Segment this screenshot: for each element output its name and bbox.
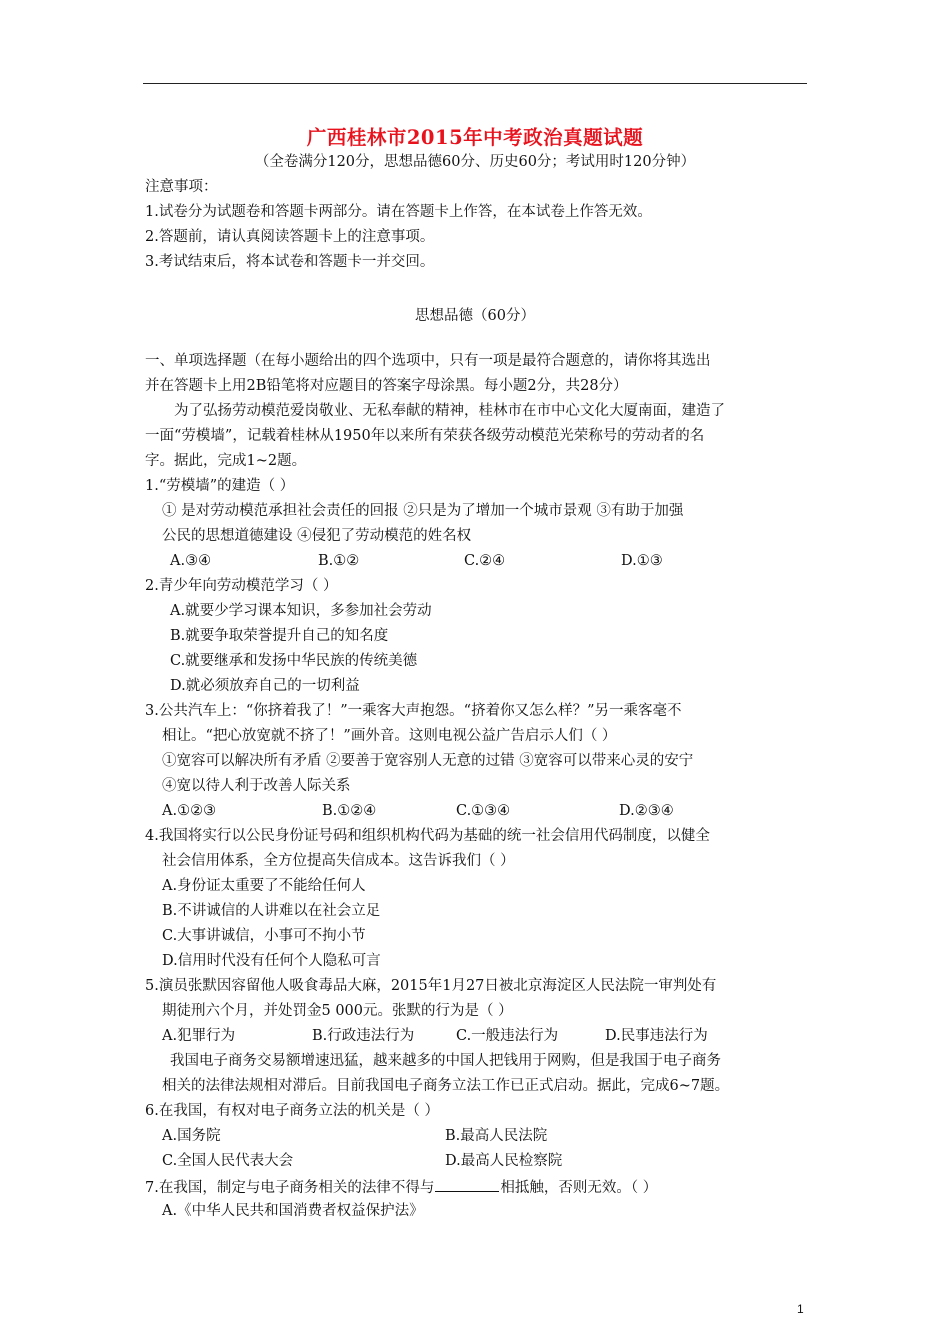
question-6-option-b: B.最高人民法院 xyxy=(445,1128,548,1144)
answer-blank xyxy=(435,1177,499,1192)
question-4-option-b: B.不讲诚信的人讲难以在社会立足 xyxy=(162,903,381,919)
material-line: 一面“劳模墙”，记载着桂林从1950年以来所有荣获各级劳动模范光荣称号的劳动者的名 xyxy=(145,428,705,444)
question-3-option-a: A.①②③ xyxy=(162,803,217,819)
question-1-stem: 1.“劳模墙”的建造（ ） xyxy=(145,478,295,494)
question-5-option-c: C.一般违法行为 xyxy=(456,1028,559,1044)
page-number: 1 xyxy=(797,1302,804,1316)
notice-item: 2.答题前，请认真阅读答题卡上的注意事项。 xyxy=(145,229,435,245)
notice-item: 3.考试结束后，将本试卷和答题卡一并交回。 xyxy=(145,254,435,270)
question-5-stem: 5.演员张默因容留他人吸食毒品大麻，2015年1月27日被北京海淀区人民法院一审判处有 xyxy=(145,978,717,994)
header-rule xyxy=(143,83,807,84)
question-4-option-a: A.身份证太重要了不能给任何人 xyxy=(162,878,366,894)
material-line: 字。据此，完成1~2题。 xyxy=(145,453,307,469)
question-3-statement: ④宽以待人利于改善人际关系 xyxy=(162,778,351,794)
question-3-option-d: D.②③④ xyxy=(619,803,674,819)
question-7-stem-after: 相抵触，否则无效。（ ） xyxy=(500,1180,658,1196)
document-subtitle: （全卷满分120分，思想品德60分、历史60分；考试用时120分钟） xyxy=(254,154,696,170)
question-1-option-a: A.③④ xyxy=(170,553,212,569)
question-3-statement: ①宽容可以解决所有矛盾 ②要善于宽容别人无意的过错 ③宽容可以带来心灵的安宁 xyxy=(162,753,694,769)
question-2-option-c: C.就要继承和发扬中华民族的传统美德 xyxy=(170,653,418,669)
question-6-option-c: C.全国人民代表大会 xyxy=(162,1153,294,1169)
question-2-option-a: A.就要少学习课本知识，多参加社会劳动 xyxy=(170,603,432,619)
question-1-option-c: C.②④ xyxy=(464,553,506,569)
material-line: 相关的法律法规相对滞后。目前我国电子商务立法工作已正式启动。据此，完成6~7题。 xyxy=(162,1078,730,1094)
question-6-option-a: A.国务院 xyxy=(162,1128,221,1144)
question-7-stem xyxy=(145,1177,657,1197)
part1-intro: 一、单项选择题（在每小题给出的四个选项中，只有一项是最符合题意的，请你将其选出 xyxy=(145,353,711,369)
document-title: 广西桂林市2015年中考政治真题试题 xyxy=(306,126,644,149)
question-2-option-b: B.就要争取荣誉提升自己的知名度 xyxy=(170,628,389,644)
part1-intro: 并在答题卡上用2B铅笔将对应题目的答案字母涂黑。每小题2分，共28分） xyxy=(145,378,628,394)
notice-item: 1.试卷分为试题卷和答题卡两部分。请在答题卡上作答，在本试卷上作答无效。 xyxy=(145,204,652,220)
question-1-statement: 公民的思想道德建设 ④侵犯了劳动模范的姓名权 xyxy=(162,528,472,544)
question-7-option-a: A.《中华人民共和国消费者权益保护法》 xyxy=(162,1203,424,1219)
question-3-option-b: B.①②④ xyxy=(322,803,377,819)
question-6-option-d: D.最高人民检察院 xyxy=(445,1153,563,1169)
question-1-option-d: D.①③ xyxy=(621,553,663,569)
question-5-option-b: B.行政违法行为 xyxy=(312,1028,415,1044)
question-1-option-b: B.①② xyxy=(318,553,360,569)
question-2-option-d: D.就必须放弃自己的一切利益 xyxy=(170,678,360,694)
section-title: 思想品德（60分） xyxy=(415,308,535,324)
question-3-stem: 3.公共汽车上：“你挤着我了！”一乘客大声抱怨。“挤着你又怎么样？”另一乘客毫不 xyxy=(145,703,682,719)
material-line: 为了弘扬劳动模范爱岗敬业、无私奉献的精神，桂林市在市中心文化大厦南面，建造了 xyxy=(174,403,725,419)
question-3-stem: 相让。“把心放宽就不挤了！”画外音。这则电视公益广告启示人们（ ） xyxy=(162,728,617,744)
question-4-stem: 社会信用体系，全方位提高失信成本。这告诉我们（ ） xyxy=(162,853,515,869)
question-2-stem: 2.青少年向劳动模范学习（ ） xyxy=(145,578,338,594)
question-1-statement: ① 是对劳动模范承担社会责任的回报 ②只是为了增加一个城市景观 ③有助于加强 xyxy=(162,503,684,519)
question-7-stem-before: 7.在我国，制定与电子商务相关的法律不得与 xyxy=(145,1180,435,1196)
material-line: 我国电子商务交易额增速迅猛，越来越多的中国人把钱用于网购，但是我国于电子商务 xyxy=(170,1053,721,1069)
question-5-option-a: A.犯罪行为 xyxy=(162,1028,236,1044)
question-5-option-d: D.民事违法行为 xyxy=(605,1028,708,1044)
question-3-option-c: C.①③④ xyxy=(456,803,511,819)
notice-heading: 注意事项： xyxy=(145,179,218,195)
question-5-stem: 期徒刑六个月，并处罚金5 000元。张默的行为是（ ） xyxy=(162,1003,513,1019)
question-4-option-c: C.大事讲诚信，小事可不拘小节 xyxy=(162,928,366,944)
question-6-stem: 6.在我国，有权对电子商务立法的机关是（ ） xyxy=(145,1103,439,1119)
question-4-option-d: D.信用时代没有任何个人隐私可言 xyxy=(162,953,381,969)
question-4-stem: 4.我国将实行以公民身份证号码和组织机构代码为基础的统一社会信用代码制度，以健全 xyxy=(145,828,710,844)
